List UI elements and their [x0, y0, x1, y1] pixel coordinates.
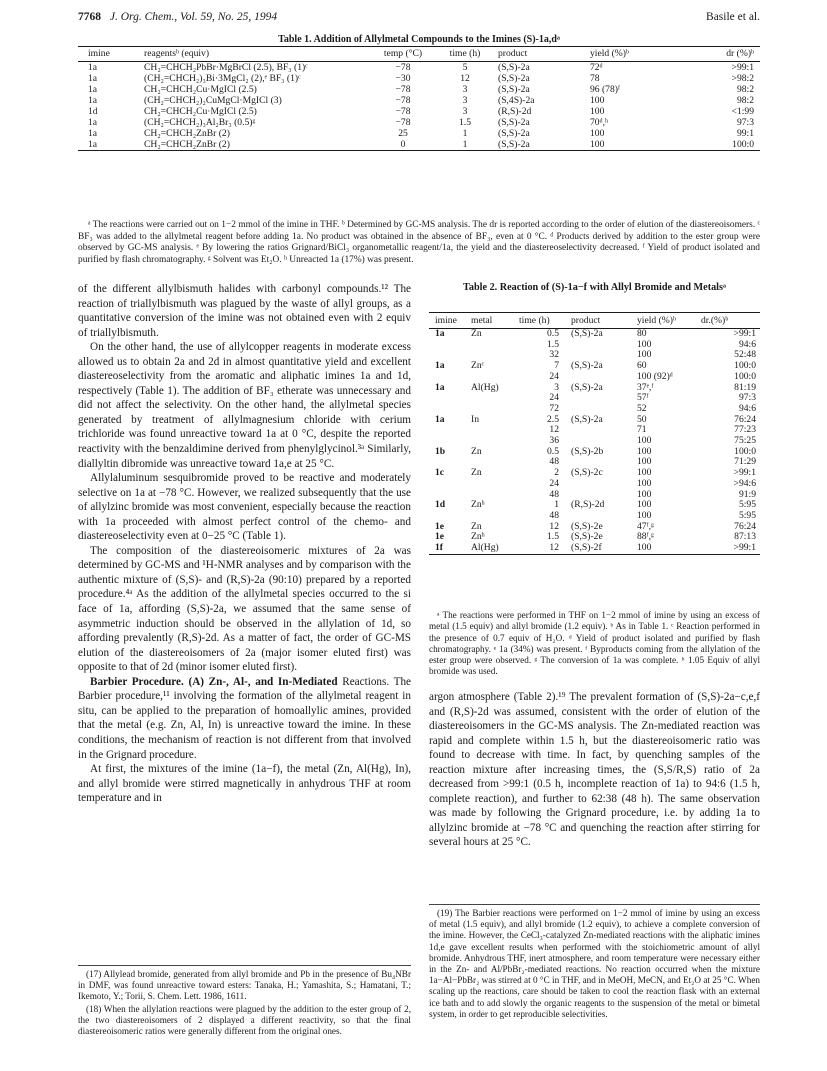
- table-cell: [469, 425, 517, 436]
- table-cell: >99:1: [733, 328, 756, 339]
- table2-title: Table 2. Reaction of (S)-1a−f with Allyl Bromide and Metalsᵃ: [463, 282, 726, 293]
- table1-header-cell: yield (%)ᵇ: [590, 48, 629, 59]
- table1-row: [78, 128, 760, 139]
- table-cell: 12: [549, 520, 559, 532]
- table2-row: [429, 393, 760, 404]
- table-cell: 100: [590, 139, 605, 150]
- table2-header-cell: dr.(%)ᵇ: [701, 315, 729, 326]
- table-cell: [469, 340, 517, 351]
- paragraph: of the different allylbismuth halides with carbonyl compounds.¹² The reaction of triallylbismuth was plagued by the waste of allyl groups, as a quantitative conversion of the imine was not obtained even with 2 equiv of triallylbismuth.: [78, 283, 411, 339]
- table1-row: [78, 139, 760, 151]
- table1-row: [78, 84, 760, 95]
- table2-footnote: ᵃ The reactions were performed in THF on 1−2 mmol of imine by using an excess of metal (1.5 equiv) and allyl bromide (1.2 equiv). ᵇ As in Table 1. ᶜ Reaction performed in the presence of 0.7 equiv of H₂O. ᵈ Yield of product isolated and purified by flash chromatography. ᵉ 1a (34%) was present. ᶠ Byproducts coming from the allylation of the ester group were observed. ᵍ The conversion of 1a was complete. ʰ 1.05 Equiv of allyl bromide was used.: [429, 610, 760, 677]
- table-cell: 12: [549, 424, 559, 436]
- table-cell: 98:2: [736, 95, 754, 106]
- author-running-head: Basile et al.: [706, 11, 760, 23]
- table-cell: 100: [637, 542, 652, 554]
- paragraph: Allylaluminum sesquibromide proved to be reactive and moderately selective on 1a at −78 °C. However, we realized subsequently that the use of allylzinc bromide was most convenient, especially because the reaction with 1a proceeded with almost perfect control of the chemo- and diastereoselectivity even at 0−25 °C (Table 1).: [78, 472, 411, 543]
- table-cell: 0: [400, 139, 406, 150]
- table-cell: (CH₂=CHCH₂)₃Bi·3MgCl₂ (2),ᵉ BF₃ (1)ᶜ: [144, 73, 301, 84]
- table2-header-cell: imine: [435, 315, 457, 326]
- table-cell: 94:6: [738, 338, 756, 350]
- volume-info: Vol. 59, No. 25, 1994: [180, 11, 278, 23]
- table-cell: 1: [554, 499, 559, 511]
- table1-header-cell: temp (°C): [383, 48, 423, 59]
- table-cell: 48: [549, 456, 559, 468]
- table-cell: 0.5: [547, 328, 559, 339]
- table-cell: [429, 340, 469, 351]
- table-cell: 2: [554, 467, 559, 479]
- table2-row: [429, 425, 760, 436]
- table2-row: [429, 500, 760, 511]
- table2-header-row: [429, 313, 760, 329]
- table-cell: (S,S)-2a: [571, 413, 603, 425]
- table-cell: 1: [462, 139, 468, 150]
- table-cell: 52: [637, 402, 647, 414]
- table-cell: 100: [637, 338, 652, 350]
- table-cell: (R,S)-2d: [571, 499, 605, 511]
- table1-header-cell: reagentsᵇ (equiv): [144, 48, 210, 59]
- table-cell: 1a: [88, 62, 98, 73]
- table-cell: (S,S)-2a: [498, 84, 530, 95]
- table-cell: <1:99: [731, 106, 754, 117]
- journal-name: J. Org. Chem.,: [109, 11, 178, 23]
- table-cell: 1a: [88, 95, 98, 106]
- table-cell: 5:95: [738, 499, 756, 511]
- table-cell: 57ᶠ: [637, 392, 649, 404]
- table-cell: 12: [460, 73, 470, 84]
- table1: [78, 46, 760, 151]
- table-cell: >98:2: [731, 73, 754, 84]
- paragraph: At first, the mixtures of the imine (1a−f), the metal (Zn, Al(Hg), In), and allyl bromide were stirred magnetically in anhydrous THF at room temperature and in: [78, 763, 411, 805]
- table-cell: 1d: [88, 106, 98, 117]
- header-left: [78, 11, 277, 23]
- table-cell: 100:0: [734, 360, 756, 372]
- table2-row: [429, 479, 760, 490]
- table-cell: (S,S)-2a: [571, 360, 603, 372]
- table-cell: CH₂=CHCH₂Cu·MgICl (2.5): [144, 106, 257, 117]
- table-cell: 98:2: [736, 84, 754, 95]
- table-cell: 1c: [435, 467, 445, 479]
- table-cell: Zn: [471, 445, 482, 457]
- table-cell: 80: [637, 328, 647, 339]
- table-cell: In: [471, 413, 479, 425]
- table-cell: 5:95: [738, 509, 756, 521]
- table2-row: [429, 543, 760, 554]
- table2-header-cell: product: [571, 315, 601, 326]
- table-cell: 5: [462, 62, 468, 73]
- footnote-19: (19) The Barbier reactions were performed on 1−2 mmol of imine by using an excess of metal (1.5 equiv), and allyl bromide (1.2 equiv), to achieve a complete conversion of the imine. However, the CeCl₃-catalyzed Zn-mediated reactions with the aliphatic imines 1d,e gave excellent results when performed with the stoichiometric amount of allyl bromide. Anhydrous THF, inert atmosphere, and room temperature were necessary either in the Zn- and Al/PbBr₂-mediated reactions. No reaction occurred when the mixture 1a−Al−PbBr₂ was stirred at 0 °C in THF, and in MeOH, MeCN, and Et₂O at 25 °C. When scaling up the reactions, care should be taken to cool the reaction flask with an external ice bath and to add slowly the organic reagents to the suspension of the metal or bimetal system, in order to get reproducible selectivities.: [429, 904, 760, 1020]
- table-cell: 50: [637, 413, 647, 425]
- table-cell: 48: [549, 488, 559, 500]
- table-cell: (S,S)-2a: [498, 139, 530, 150]
- table-cell: −78: [395, 84, 411, 95]
- table-cell: 1: [462, 128, 468, 139]
- table2-header-cell: time (h): [519, 315, 550, 326]
- table2-row: [429, 340, 760, 351]
- table-cell: 52:48: [734, 349, 756, 361]
- table1-title: Table 1. Addition of Allylmetal Compounds to the Imines (S)-1a,dᵃ: [278, 34, 560, 45]
- table1-header-cell: product: [498, 48, 528, 59]
- table-cell: [429, 393, 469, 404]
- table-cell: 1a: [435, 360, 445, 372]
- table-cell: 3: [554, 381, 559, 393]
- table-cell: 1a: [88, 139, 98, 150]
- table-cell: 1.5: [547, 338, 559, 350]
- table-cell: 1b: [435, 445, 446, 457]
- table-cell: 72ᵈ: [590, 62, 603, 73]
- table-cell: 100: [637, 467, 652, 479]
- footnote: (17) Allylead bromide, generated from allyl bromide and Pb in the presence of Bu₄NBr in DMF, was found unreactive toward esters: Tanaka, H.; Yamashita, S.; Hamatani, T.; Ikemoto, Y.; Torii, S. Chem. Lett. 1986, 1611.: [78, 969, 411, 1002]
- table-cell: [469, 479, 517, 490]
- table-cell: [569, 479, 635, 490]
- paragraph: The composition of the diastereoisomeric mixtures of 2a was determined by GC-MS and ¹H-NMR analyses and by comparison with the authentic mixture of (S,S)- and (R,S)-2a (90:10) prepared by a reported procedure.⁴ᵃ As the addition of the allylmetal species occurred to the si face of 1a, affording (S,S)-2a, we assumed that the same sense of asymmetric induction should be observed in the allylation of 1d, so affording prevalently (R,S)-2d. As a matter of fact, the order of GC-MS elution of the diastereoisomers of 2a (major isomer eluted first) was opposite to that of 2d (minor isomer eluted first).: [78, 544, 411, 674]
- table-cell: 1a: [435, 413, 445, 425]
- footnotes-left: [78, 965, 411, 1038]
- table-cell: 48: [549, 509, 559, 521]
- table-cell: 100 (92)ᵈ: [637, 370, 673, 382]
- paragraph-text: Reactions. The Barbier procedure,¹¹ involving the formation of the allylmetal reagent in situ, can be applied to the preparation of homoallylic amines, provided that the metal (e.g. Zn, Al, In) is unreactive toward the imine. In these conditions, the mechanism of reaction is not different from that involved in the Grignard procedure.: [78, 675, 412, 761]
- table1-row: [78, 106, 760, 117]
- table2-row: [429, 447, 760, 458]
- table-cell: 75:25: [734, 435, 756, 447]
- table-cell: 1f: [435, 542, 443, 554]
- table-cell: (S,S)-2a: [571, 381, 603, 393]
- table-cell: 3: [462, 84, 468, 95]
- table-cell: 60: [637, 360, 647, 372]
- table-cell: 1a: [88, 128, 98, 139]
- table-cell: 97:3: [738, 392, 756, 404]
- table-cell: >99:1: [733, 542, 756, 554]
- table-cell: 100: [637, 349, 652, 361]
- table1-row: [78, 73, 760, 84]
- table-cell: 1e: [435, 520, 445, 532]
- table-cell: [429, 372, 469, 383]
- table1-row: [78, 117, 760, 128]
- table-cell: 100: [637, 509, 652, 521]
- table-cell: 1.5: [547, 531, 559, 543]
- table-cell: (S,S)-2a: [498, 62, 530, 73]
- table-cell: 25: [398, 128, 408, 139]
- table-cell: 3: [462, 95, 468, 106]
- table-cell: (S,S)-2a: [498, 117, 530, 128]
- table-cell: 70ᵈ,ʰ: [590, 117, 609, 128]
- table-cell: 87:13: [734, 531, 756, 543]
- table-cell: 71: [637, 424, 647, 436]
- table1-header-cell: time (h): [449, 48, 481, 59]
- table-cell: 12: [549, 542, 559, 554]
- table2-row: [429, 468, 760, 479]
- table-cell: >99:1: [733, 467, 756, 479]
- table-cell: CH₂=CHCH₂Cu·MgICl (2.5): [144, 84, 257, 95]
- table-cell: Znʰ: [471, 499, 485, 511]
- table-cell: 78: [590, 73, 600, 84]
- table-cell: Znʰ: [471, 531, 485, 543]
- table-cell: Al(Hg): [471, 381, 499, 393]
- table-cell: 47ᶠ,ᵍ: [637, 520, 654, 532]
- table-cell: (S,S)-2e: [571, 520, 603, 532]
- table-cell: (CH₂=CHCH₂)₂CuMgCl·MgICl (3): [144, 95, 282, 106]
- table-cell: 97:3: [736, 117, 754, 128]
- table-cell: Al(Hg): [471, 542, 499, 554]
- table-cell: −78: [395, 117, 411, 128]
- table-cell: 100: [637, 499, 652, 511]
- table-cell: (S,S)-2b: [571, 445, 604, 457]
- footnote: (18) When the allylation reactions were plagued by the addition to the ester group of 2, the two diastereoisomers of 2 displayed a different reactivity, so that the final diastereoisomeric ratios were generally different from the original ones.: [78, 1003, 411, 1037]
- table-cell: 72: [549, 402, 559, 414]
- table-cell: 24: [549, 477, 559, 489]
- table-cell: [469, 393, 517, 404]
- table-cell: 100: [590, 95, 605, 106]
- table-cell: 1a: [88, 117, 98, 128]
- barbier-paragraph: [78, 675, 411, 762]
- page-header: [78, 8, 760, 28]
- table-cell: 1.5: [459, 117, 471, 128]
- table1-header-cell: imine: [88, 48, 110, 59]
- table-cell: 100: [590, 128, 605, 139]
- table-cell: 91:9: [738, 488, 756, 500]
- table2-row: [429, 415, 760, 426]
- table-cell: Znᶜ: [471, 360, 485, 372]
- table-cell: 81:19: [734, 381, 756, 393]
- table-cell: 100: [590, 106, 605, 117]
- table2-header-cell: yield (%)ᵇ: [637, 315, 676, 326]
- table-cell: (S,S)-2e: [571, 531, 603, 543]
- table-cell: −78: [395, 95, 411, 106]
- table1-footnote: ᵃ The reactions were carried out on 1−2 mmol of the imine in THF. ᵇ Determined by GC-MS analysis. The dr is reported according to the order of elution of the diastereoisomers. ᶜ BF₃ was added to the allylmetal reagent before adding 1a. No product was obtained in the absence of BF₃, even at 0 °C. ᵈ Products derived by addition to the ester group were observed by GC-MS analysis. ᵉ By lowering the ratios Grignard/BiCl₃ organometallic reagent/1a, the yield and the diastereoselectivity decreased. ᶠ Yield of product isolated and purified by flash chromatography. ᵍ Solvent was Et₂O. ʰ Unreacted 1a (17%) was present.: [78, 220, 760, 265]
- table-cell: (R,S)-2d: [498, 106, 532, 117]
- table-cell: CH₂=CHCH₂ZnBr (2): [144, 128, 230, 139]
- table-cell: 71:29: [734, 456, 756, 468]
- table-cell: −78: [395, 106, 411, 117]
- table-cell: 32: [549, 349, 559, 361]
- table-cell: 37ᵉ,ᶠ: [637, 381, 654, 393]
- table-cell: 36: [549, 435, 559, 447]
- table-cell: 7: [554, 360, 559, 372]
- paragraph: On the other hand, the use of allylcopper reagents in moderate excess allowed us to obtain 2a and 2d in almost quantitative yield and excellent diastereoselectivity from the aromatic and aliphatic imines 1a and 1d, respectively (Table 1). The addition of BF₃ etherate was unnecessary and did not affect the selectivity. On the other hand, the allylmetal species generated by treatment of allylmagnesium chloride with cerium trichloride was found unreactive toward 1a at 0 °C, despite the reported reactivity with the benzaldimine derived from phenylglycinol.³ᵃ Similarly, diallyltin dibromide was unreactive toward 1a,e at 25 °C.: [78, 341, 411, 470]
- table-cell: 1e: [435, 531, 445, 543]
- table-cell: [569, 425, 635, 436]
- table1-header-row: [78, 47, 760, 62]
- table-cell: Zn: [471, 328, 482, 339]
- table2-row: [429, 361, 760, 372]
- table-cell: 100: [637, 435, 652, 447]
- table-cell: [429, 425, 469, 436]
- table-cell: 100: [637, 488, 652, 500]
- table-cell: >94:6: [733, 477, 756, 489]
- table-cell: (S,S)-2a: [571, 328, 603, 339]
- table-cell: (S,S)-2f: [571, 542, 602, 554]
- table-cell: 99:1: [736, 128, 754, 139]
- table-cell: −78: [395, 62, 411, 73]
- table-cell: [569, 393, 635, 404]
- table-cell: 76:24: [734, 413, 756, 425]
- table-cell: 1a: [435, 381, 445, 393]
- table-cell: 0.5: [547, 445, 559, 457]
- table-cell: 24: [549, 370, 559, 382]
- table-cell: 100:0: [734, 445, 756, 457]
- table-cell: >99:1: [731, 62, 754, 73]
- table-cell: 3: [462, 106, 468, 117]
- table-cell: 100:0: [732, 139, 754, 150]
- table-cell: CH₂=CHCH₂PbBr·MgBrCl (2.5), BF₃ (1)ᶜ: [144, 62, 308, 73]
- section-heading: Barbier Procedure. (A) Zn-, Al-, and In-Mediated: [90, 675, 338, 688]
- table-cell: 1a: [435, 328, 445, 339]
- table-cell: [469, 372, 517, 383]
- table-cell: 1a: [88, 73, 98, 84]
- table-cell: −30: [395, 73, 411, 84]
- table2-row: [429, 383, 760, 394]
- right-column-text: argon atmosphere (Table 2).¹⁹ The prevalent formation of (S,S)-2a−c,e,f and (R,S)-2d was assumed, consistent with the order of elution of the diastereoisomers in the GC-MS analysis. The Zn-mediated reaction was rapid and complete within 1.5 h, but the diastereoisomeric ratio was found to decrease with time. In fact, by quenching samples of the reaction mixture after increasing times, the (S,S/R,S) ratio of 2a decreased from >99:1 (0.5 h, incomplete reaction of 1a) to 94:6 (1.5 h, complete reaction), and further to 62:38 (48 h). The same observation was made by following the Grignard procedure, i.e. by adding 1a to allylzinc bromide at −78 °C and quenching the reaction after stirring for several hours at 25 °C.: [429, 691, 760, 849]
- table-cell: [569, 340, 635, 351]
- table-cell: (S,S)-2a: [498, 128, 530, 139]
- table1-row: [78, 95, 760, 106]
- table2-header-cell: metal: [471, 315, 493, 326]
- table2-row: [429, 372, 760, 383]
- table1-header-cell: dr (%)ᵇ: [726, 48, 754, 59]
- table-cell: 96 (78)ᶠ: [590, 84, 620, 95]
- table-cell: (S,S)-2c: [571, 467, 603, 479]
- left-column-text: [78, 282, 411, 806]
- table-cell: 100:0: [734, 370, 756, 382]
- table-cell: (CH₂=CHCH₂)₃Al₂Br₃ (0.5)ᵍ: [144, 117, 256, 128]
- table-cell: 100: [637, 456, 652, 468]
- table2: [429, 312, 760, 555]
- table-cell: 1a: [88, 84, 98, 95]
- table-cell: 100: [637, 445, 652, 457]
- table-cell: 76:24: [734, 520, 756, 532]
- table-cell: (S,4S)-2a: [498, 95, 535, 106]
- table-cell: [429, 479, 469, 490]
- table-cell: 1d: [435, 499, 446, 511]
- table2-row: [429, 329, 760, 340]
- table-cell: 24: [549, 392, 559, 404]
- table-cell: [569, 372, 635, 383]
- table-cell: (S,S)-2a: [498, 73, 530, 84]
- table-cell: Zn: [471, 520, 482, 532]
- table-cell: 100: [637, 477, 652, 489]
- table-cell: CH₂=CHCH₂ZnBr (2): [144, 139, 230, 150]
- table-cell: Zn: [471, 467, 482, 479]
- table-cell: 94:6: [738, 402, 756, 414]
- table-cell: 77:23: [734, 424, 756, 436]
- table-cell: 88ᶠ,ᵍ: [637, 531, 654, 543]
- table1-row: [78, 62, 760, 74]
- page-number: 7768: [78, 11, 101, 23]
- table-cell: 2.5: [547, 413, 559, 425]
